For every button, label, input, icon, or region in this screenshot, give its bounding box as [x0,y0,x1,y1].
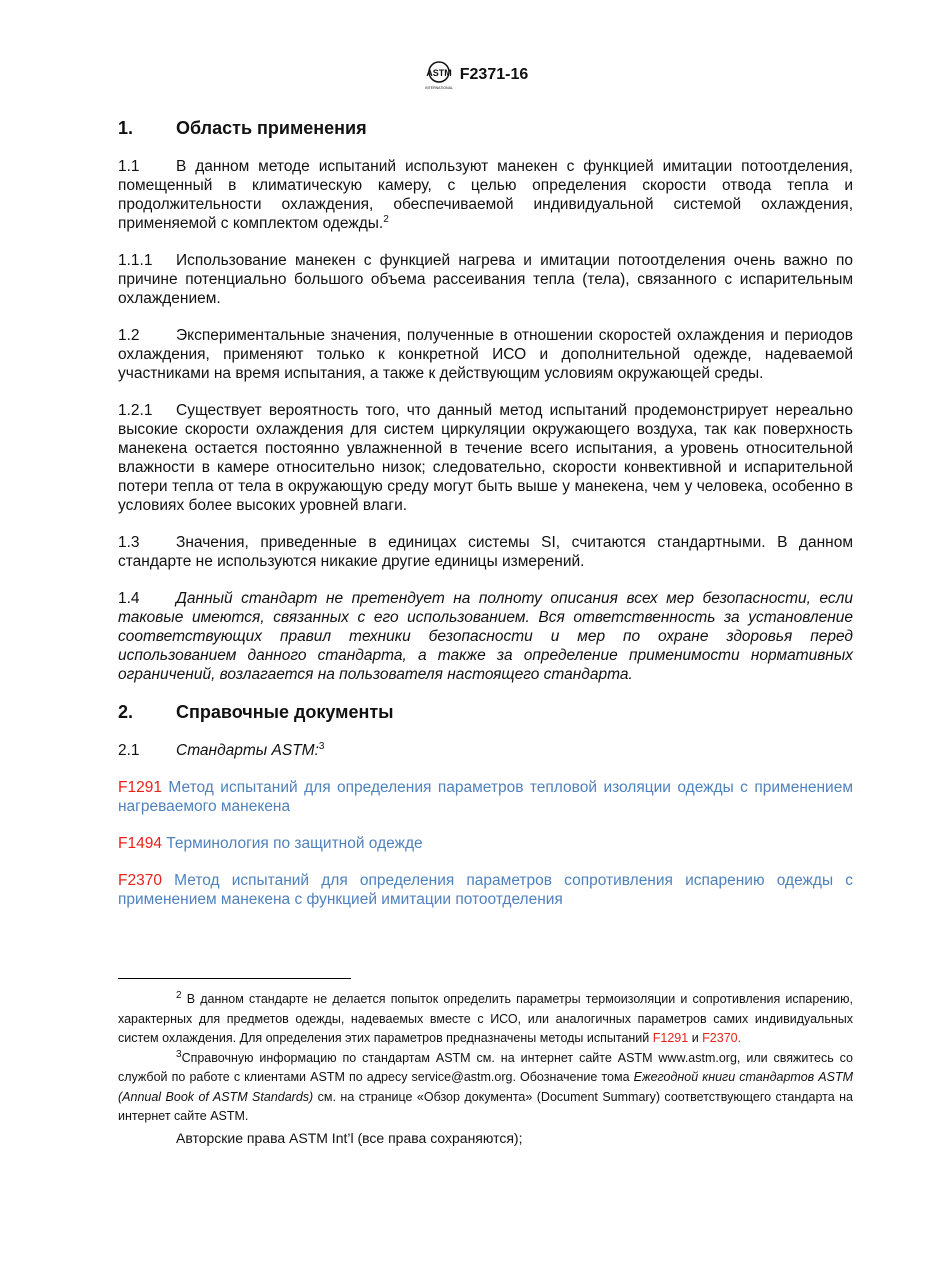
paragraph: 1.1 В данном методе испытаний используют манекен с функцией имитации потоотделения, помещенный в климатическую камеру, с целью определения скорости отвода тепла и продолжительности охлаждения, обеспечиваемой индивидуальной системой охлаждения, применяемой с комплектом одежды.$^2$ [118,158,853,232]
reference-link[interactable]: F2370 [118,872,162,889]
section-heading: 2. Справочные документы [118,702,394,722]
footnote-divider [118,978,351,979]
reference-link[interactable]: F1291 [652,1031,689,1045]
paragraph: 1.3 Значения, приведенные в единицах системы SI, считаются стандартными. В данном стандарте не используются никакие другие единицы измерений. [118,534,853,570]
paragraph: 1.4 Данный стандарт не претендует на полноту описания всех мер безопасности, если таковые имеются, связанных с его использованием. Вся ответственность за установление соответствующих правил техники безопасности и мер по охране здоровья перед использованием данного стандарта, а также за определение применимости нормативных ограничений, возлагается на пользователя настоящего стандарта. [118,590,853,683]
footnotes [118,990,853,1148]
section-heading: 1. Область применения [118,118,367,138]
copyright-notice: Авторские права ASTM Int’l (все права сохраняются); [176,1129,523,1146]
footnote: $^3$Справочную информацию по стандартам ASTM см. на интернет сайте ASTM www.astm.org, или свяжитесь со службой по работе с клиентами ASTM по адресу service@astm.org. Обозначение тома Ежегодной книги стандартов ASTM (Annual Book of ASTM Standards) см. на странице «Обзор документа» (Document Summary) соответствующего стандарта на интернет сайте ASTM. [118,1048,853,1123]
document-id: F2371-16 [459,66,529,83]
main-content [118,118,853,909]
reference-link[interactable]: F1291 [118,779,162,796]
svg-text:INTERNATIONAL: INTERNATIONAL [424,86,453,90]
reference-link[interactable]: F2370. [702,1031,742,1045]
reference-entry: F2370 Метод испытаний для определения параметров сопротивления испарению одежды с применением манекена с функцией имитации потоотделения [118,872,853,908]
reference-entry: F1291 Метод испытаний для определения параметров тепловой изоляции одежды с применением нагреваемого манекена [118,779,853,815]
svg-text:ASTM: ASTM [426,68,452,78]
page-header [0,58,950,92]
paragraph: 1.1.1 Использование манекен с функцией нагрева и имитации потоотделения очень важно по причине потенциально большого объема рассеивания тепла (тела), связанного с испарительным охлаждением. [118,252,853,307]
subsection: 2.1 Стандарты ASTM:$^3$ [118,740,325,759]
reference-entry: F1494 Терминология по защитной одежде [118,835,423,852]
paragraph: 1.2 Экспериментальные значения, полученные в отношении скоростей охлаждения и периодов охлаждения, применяют только к конкретной ИСО и дополнительной одежде, надеваемой участниками на время испытания, а также к действующим условиям окружающей среды. [118,327,853,382]
paragraph: 1.2.1 Существует вероятность того, что данный метод испытаний продемонстрирует нереально высокие скорости охлаждения для систем циркуляции окружающего воздуха, так как поверхность манекена остается постоянно увлажненной в течение всего испытания, а уровень относительной влажности в камере относительно низок; следовательно, скорости конвективной и испарительной потери тепла от тела в окружающую среду могут быть выше у манекена, чем у человека, особенно в условиях более высоких уровней влаги. [118,402,853,514]
footnote: $^2$ В данном стандарте не делается попыток определить параметры термоизоляции и сопротивления испарению, характерных для предметов одежды, надеваемых вместе с ИСО, или аналогичных параметров самих индивидуальных систем охлаждения. Для определения этих параметров предназначены методы испытаний F1291 и F2370. [118,989,853,1045]
astm-logo-icon [422,58,456,92]
reference-link[interactable]: F1494 [118,835,162,852]
